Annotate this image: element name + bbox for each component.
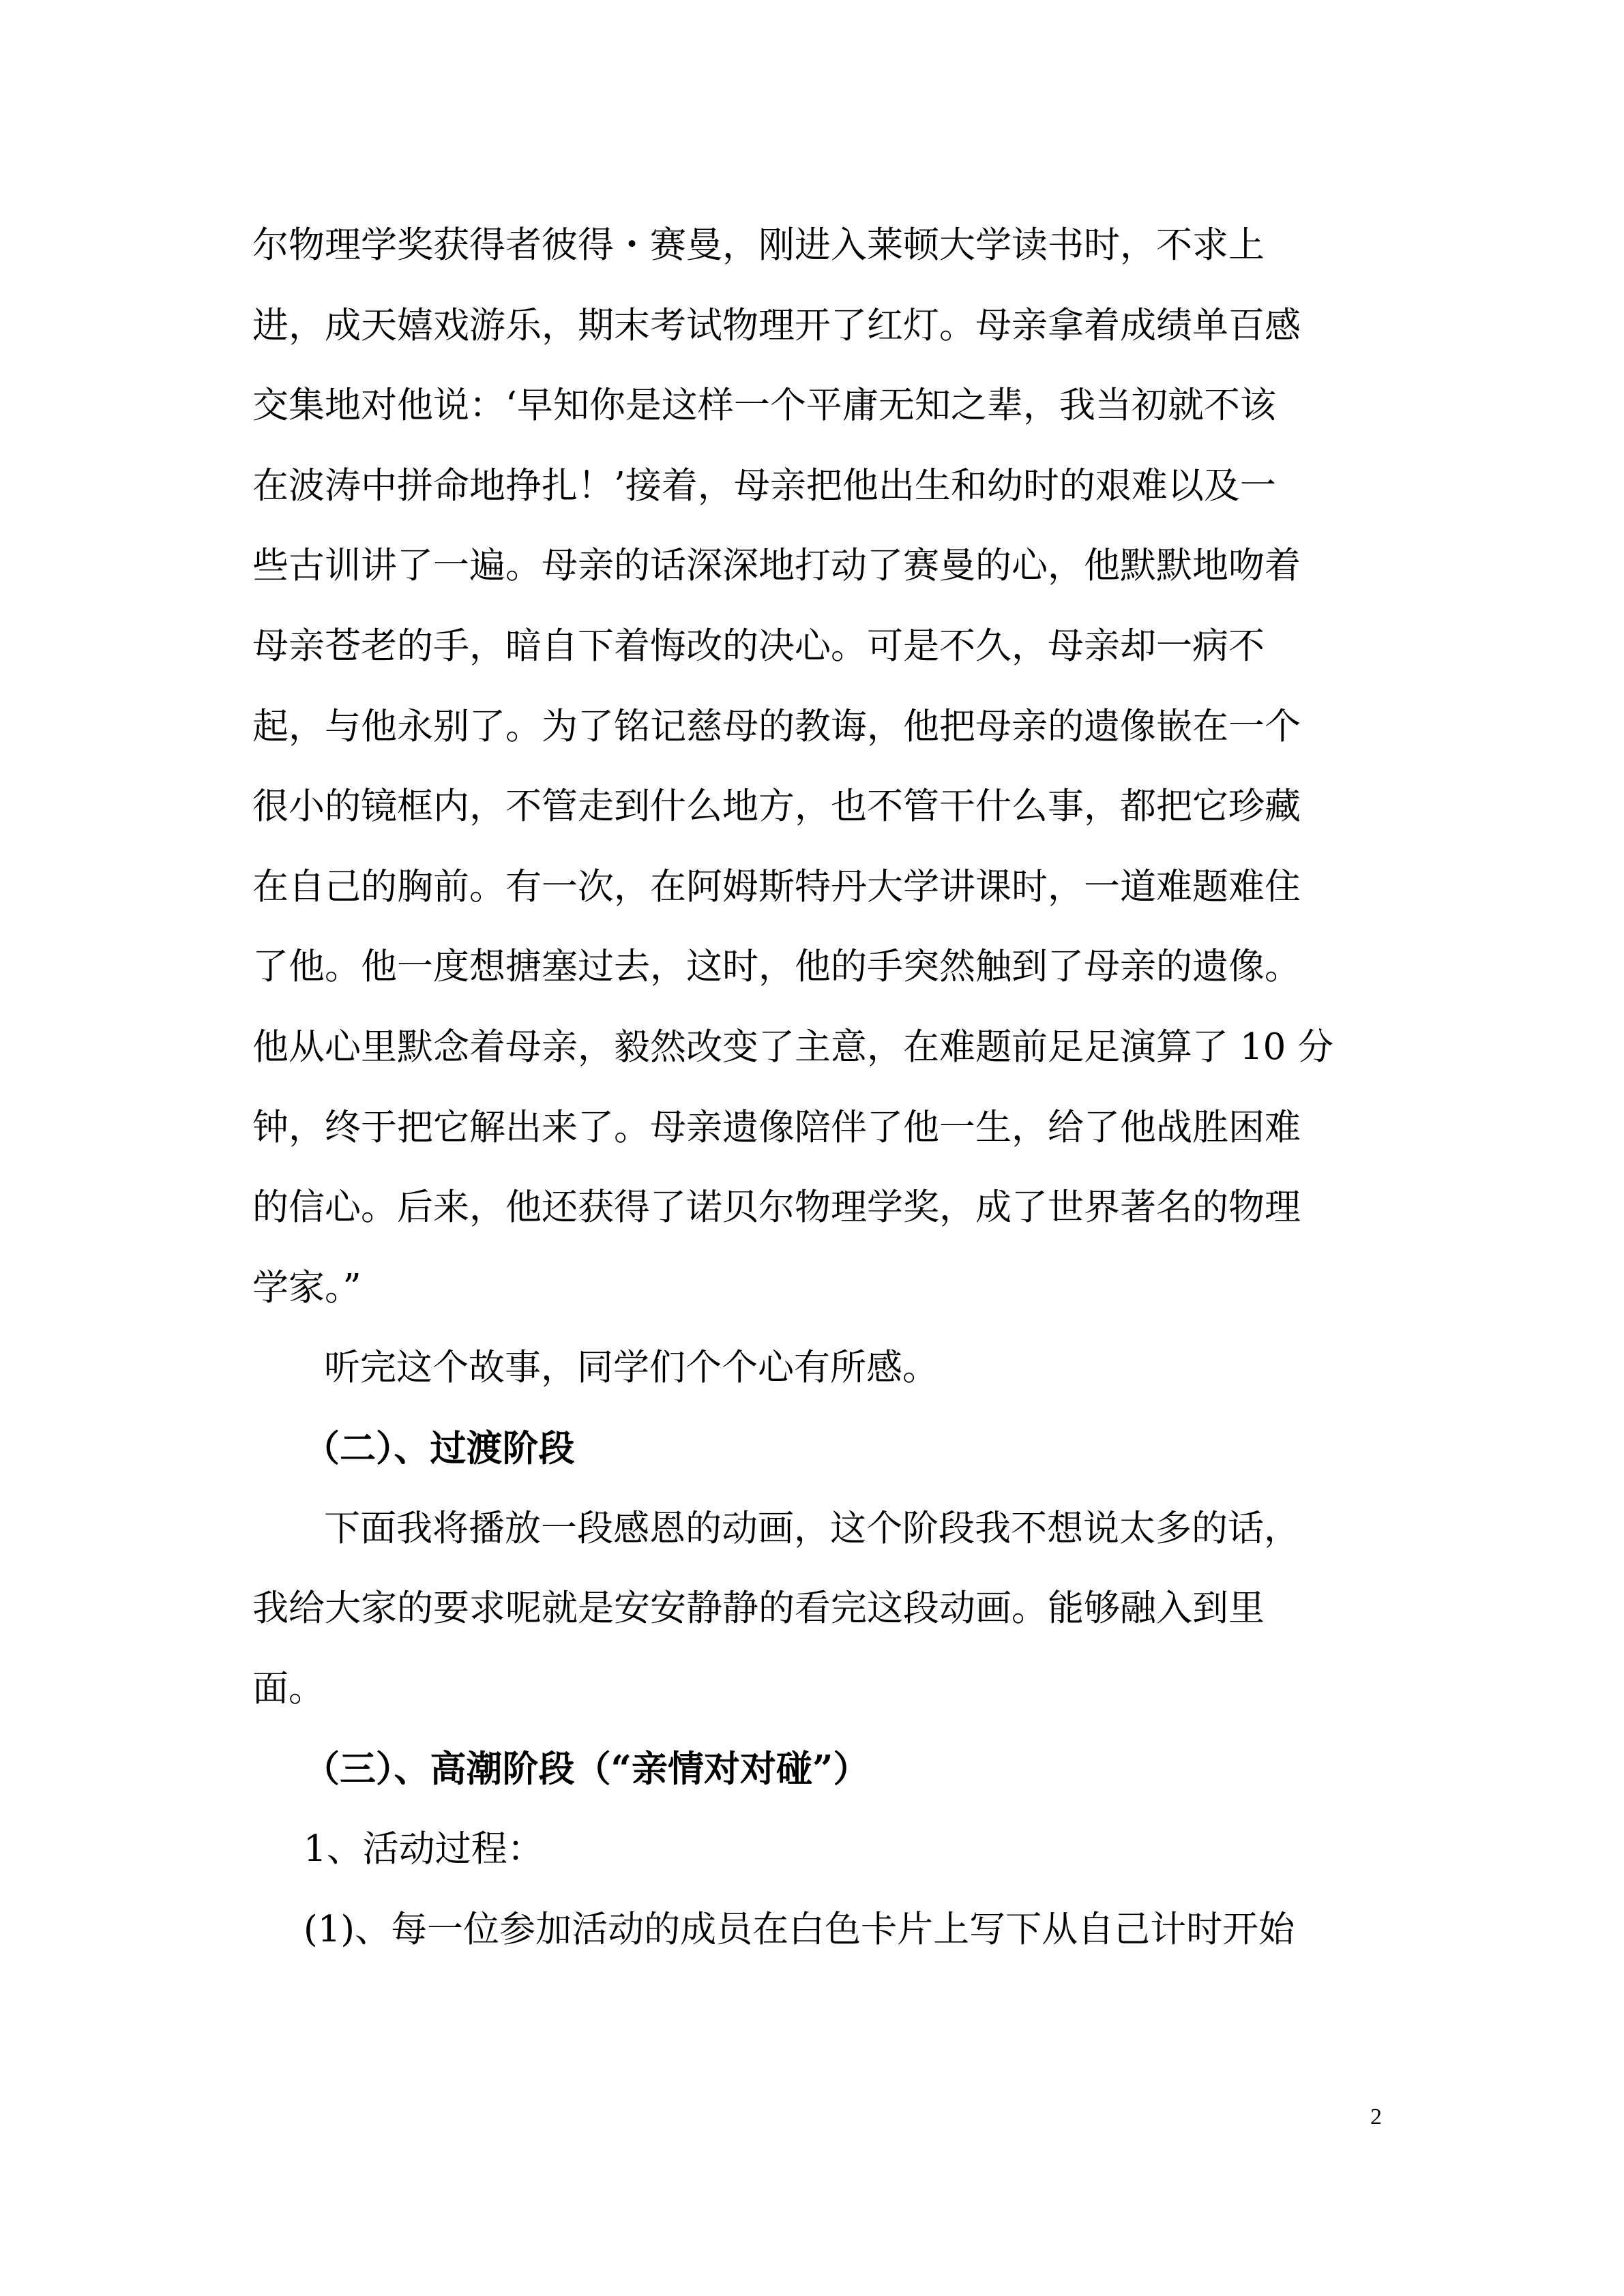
list-item-step-1: (1)、每一位参加活动的成员在白色卡片上写下从自己计时开始: [304, 1909, 1295, 1950]
story-line: 他从心里默念着母亲，毅然改变了主意，在难题前足足演算了 10 分: [252, 1026, 1334, 1068]
story-line: 在波涛中拼命地挣扎！’接着，母亲把他出生和幼时的艰难以及一: [252, 465, 1276, 507]
section-heading-transition: （二）、过渡阶段: [304, 1427, 575, 1470]
story-line: 些古训讲了一遍。母亲的话深深地打动了赛曼的心，他默默地吻着: [252, 545, 1301, 586]
story-line: 很小的镜框内，不管走到什么地方，也不管干什么事，都把它珍藏: [252, 786, 1301, 827]
story-line: 尔物理学奖获得者彼得・赛曼，刚进入莱顿大学读书时，不求上: [252, 224, 1265, 266]
story-line: 学家。”: [252, 1267, 361, 1309]
story-line: 交集地对他说：‘早知你是这样一个平庸无知之辈，我当初就不该: [252, 385, 1276, 426]
story-line: 进，成天嬉戏游乐，期末考试物理开了红灯。母亲拿着成绩单百感: [252, 305, 1301, 346]
section2-line: 下面我将播放一段感恩的动画，这个阶段我不想说太多的话，: [324, 1508, 1300, 1549]
story-line: 起，与他永别了。为了铭记慈母的教诲，他把母亲的遗像嵌在一个: [252, 706, 1301, 747]
page-number: 2: [1370, 2104, 1382, 2130]
story-line: 母亲苍老的手，暗自下着悔改的决心。可是不久，母亲却一病不: [252, 625, 1265, 667]
story-line: 的信心。后来，他还获得了诺贝尔物理学奖，成了世界著名的物理: [252, 1187, 1301, 1228]
story-line: 在自己的胸前。有一次，在阿姆斯特丹大学讲课时，一道难题难住: [252, 866, 1301, 908]
story-line: 钟，终于把它解出来了。母亲遗像陪伴了他一生，给了他战胜困难: [252, 1107, 1301, 1148]
story-line: 了他。他一度想搪塞过去，这时，他的手突然触到了母亲的遗像。: [252, 946, 1301, 987]
section2-line: 我给大家的要求呢就是安安静静的看完这段动画。能够融入到里: [252, 1587, 1265, 1629]
section-heading-climax: （三）、高潮阶段（“亲情对对碰”）: [304, 1748, 870, 1790]
list-item-activity-process: 1、活动过程：: [304, 1828, 544, 1870]
section2-line: 面。: [252, 1668, 325, 1710]
paragraph-after-story: 听完这个故事，同学们个个心有所感。: [324, 1347, 939, 1388]
